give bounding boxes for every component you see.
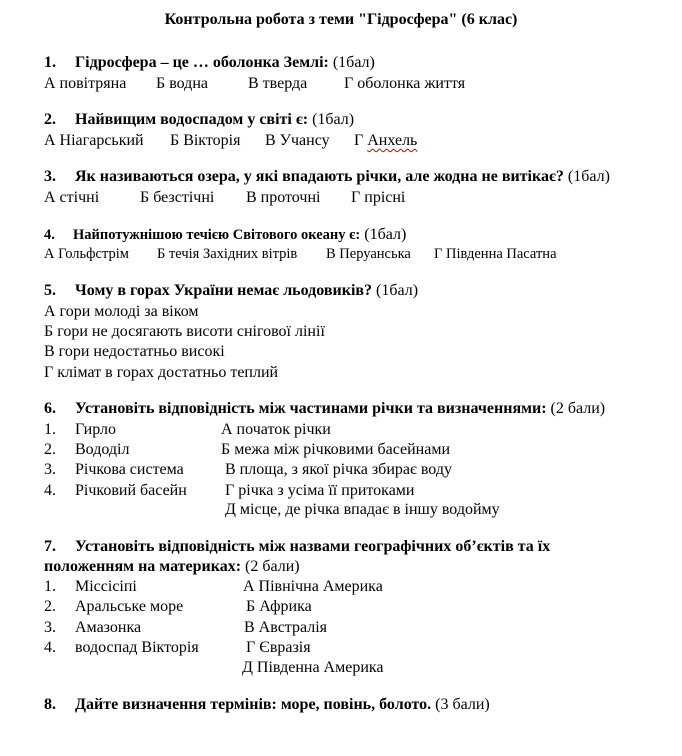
q3-option-c: В проточні xyxy=(246,189,321,206)
question-5-number: 5. xyxy=(44,282,56,299)
question-7-text-2: положенням на материках: xyxy=(44,558,242,575)
question-2-number: 2. xyxy=(44,111,56,128)
q4-option-b: Б течія Західних вітрів xyxy=(157,246,298,262)
question-5-text: Чому в горах України немає льодовиків? xyxy=(75,282,373,299)
q1-option-a: А повітряна xyxy=(44,75,127,92)
q6-right-item-b: Б межа між річковими басейнами xyxy=(221,441,451,458)
q5-option-c: В гори недостатньо високі xyxy=(44,343,225,360)
question-2 xyxy=(44,110,354,130)
question-3-points: (1бал) xyxy=(563,168,610,185)
question-8-points: (3 бали) xyxy=(431,696,490,713)
question-5-points: (1бал) xyxy=(372,282,419,299)
q2-option-d-letter: Г xyxy=(354,132,368,149)
q2-option-d-word: Анхель xyxy=(367,132,418,149)
q6-left-item-2: 2. Вододіл xyxy=(44,441,130,458)
question-7-line-2 xyxy=(44,557,300,577)
question-8-text: Дайте визначення термінів: море, повінь, болото. xyxy=(75,696,432,713)
q7-right-item-d: Г Євразія xyxy=(246,639,311,656)
question-4 xyxy=(44,225,406,245)
question-7 xyxy=(44,537,550,557)
question-6-number: 6. xyxy=(44,400,56,417)
q6-left-item-4: 4. Річковий басейн xyxy=(44,482,187,499)
q6-right-item-a: А початок річки xyxy=(221,421,331,438)
q3-option-a: А стічні xyxy=(44,189,100,206)
question-4-points: (1бал) xyxy=(360,226,407,243)
question-4-number: 4. xyxy=(44,227,55,243)
q3-option-d: Г прісні xyxy=(351,189,406,206)
q2-option-c: В Учансу xyxy=(265,132,330,149)
q5-option-b: Б гори не досягають висоти снігової лінії xyxy=(44,323,325,340)
question-2-points: (1бал) xyxy=(308,111,355,128)
q7-right-item-c: В Австралія xyxy=(244,619,328,636)
question-3 xyxy=(44,167,610,187)
q2-option-b: Б Вікторія xyxy=(170,132,241,149)
q6-right-item-e: Д місце, де річка впадає в іншу водойму xyxy=(225,501,500,518)
q6-right-item-d: Г річка з усіма її притоками xyxy=(225,482,415,499)
q7-left-item-3: 3. Амазонка xyxy=(44,619,142,636)
question-8-number: 8. xyxy=(44,696,56,713)
q1-option-d: Г оболонка життя xyxy=(344,75,466,92)
question-8 xyxy=(44,695,490,715)
q5-option-a: А гори молоді за віком xyxy=(44,303,199,320)
q6-left-item-3: 3. Річкова система xyxy=(44,461,184,478)
question-7-text: Установіть відповідність між назвами географічних об’єктів та їх xyxy=(75,538,551,555)
question-1-number: 1. xyxy=(44,54,56,71)
q5-option-d: Г клімат в горах достатньо теплий xyxy=(44,364,279,381)
q1-option-b: Б водна xyxy=(156,75,208,92)
question-1-points: (1бал) xyxy=(328,54,375,71)
question-7-points: (2 бали) xyxy=(241,558,300,575)
question-6 xyxy=(44,399,605,419)
question-5 xyxy=(44,281,418,301)
q7-right-item-e: Д Південна Америка xyxy=(242,659,384,676)
q7-left-item-1: 1. Міссісіпі xyxy=(44,578,137,595)
question-3-text: Як називаються озера, у які впадають річки, але жодна не витікає? xyxy=(75,168,564,185)
question-2-text: Найвищим водоспадом у світі є: xyxy=(75,111,309,128)
q4-option-a: А Гольфстрім xyxy=(44,246,129,262)
question-3-number: 3. xyxy=(44,168,56,185)
q6-left-item-1: 1. Гирло xyxy=(44,421,116,438)
document-title: Контрольна робота з теми "Гідросфера" (6 клас) xyxy=(164,11,518,28)
question-7-number: 7. xyxy=(44,538,56,555)
question-4-text: Найпотужнішою течією Світового океану є: xyxy=(73,227,361,243)
q7-left-item-4: 4. водоспад Вікторія xyxy=(44,639,199,656)
q7-right-item-a: А Північна Америка xyxy=(243,578,383,595)
q2-option-d xyxy=(354,131,417,151)
q2-option-a: А Ніагарський xyxy=(44,132,144,149)
q4-option-d: Г Південна Пасатна xyxy=(434,246,557,262)
q4-option-c: В Перуанська xyxy=(326,246,411,262)
q7-left-item-2: 2. Аральське море xyxy=(44,598,184,615)
question-1 xyxy=(44,53,375,73)
question-6-points: (2 бали) xyxy=(546,400,606,417)
question-6-text: Установіть відповідність між частинами річки та визначеннями: xyxy=(75,400,547,417)
q7-right-item-b: Б Африка xyxy=(246,598,312,615)
question-1-text: Гідросфера – це … оболонка Землі: xyxy=(75,54,329,71)
q1-option-c: В тверда xyxy=(248,75,308,92)
q3-option-b: Б безстічні xyxy=(140,189,215,206)
q6-right-item-c: В площа, з якої річка збирає воду xyxy=(225,461,452,478)
